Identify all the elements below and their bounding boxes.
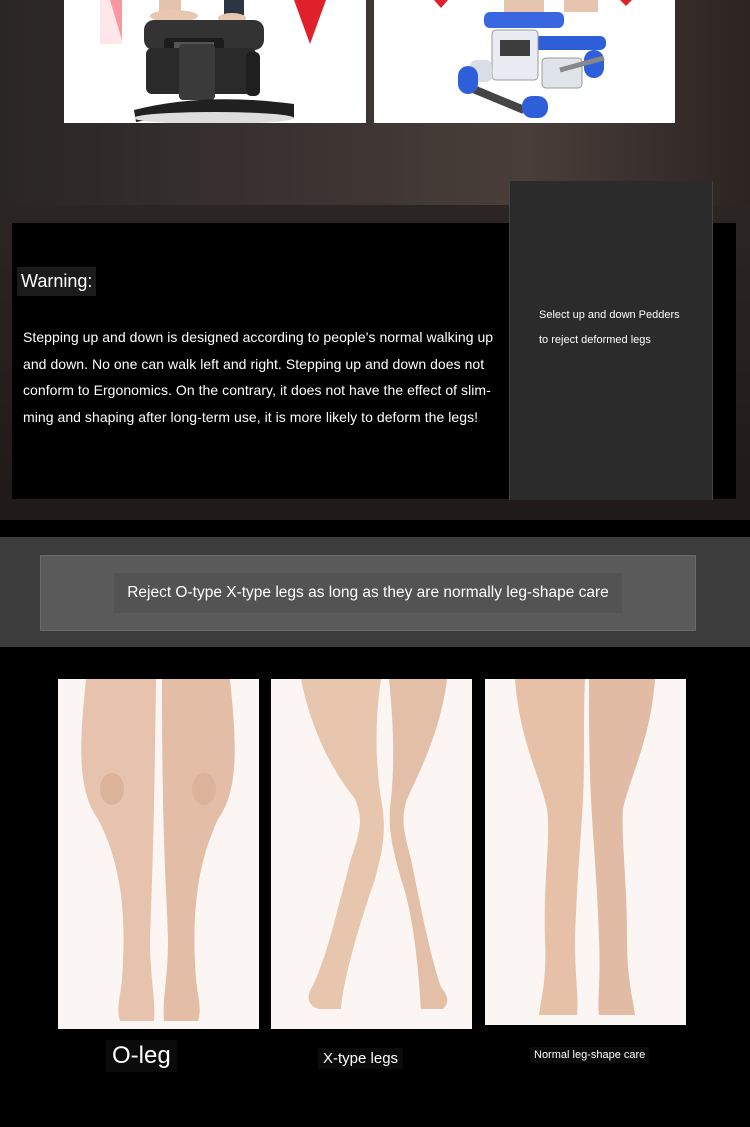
warning-line: conform to Ergonomics. On the contrary, it does not have the effect of slim- [23,382,491,398]
blue-stepper-image [374,0,675,123]
warning-line: Stepping up and down is designed according to people's normal walking up [23,329,494,345]
warning-line: and down. No one can walk left and right. Stepping up and down does not [23,355,485,372]
x-leg-image [271,679,472,1029]
o-leg-caption: O-leg [106,1040,177,1072]
warning-line: ming and shaping after long-term use, it is more likely to deform the legs! [23,408,479,425]
x-leg-caption: X-type legs [318,1048,403,1069]
o-leg-image [58,679,259,1029]
warning-title: Warning: [17,267,96,296]
black-stepper-image [64,0,366,123]
side-panel-line: Select up and down Pedders [539,309,680,321]
reject-banner-text: Reject O-type X-type legs as long as they are normally leg-shape care [114,573,622,613]
side-panel-line: to reject deformed legs [539,334,651,346]
normal-leg-caption: Normal leg-shape care [530,1047,649,1063]
warning-text [23,324,503,430]
normal-leg-image [485,679,686,1025]
